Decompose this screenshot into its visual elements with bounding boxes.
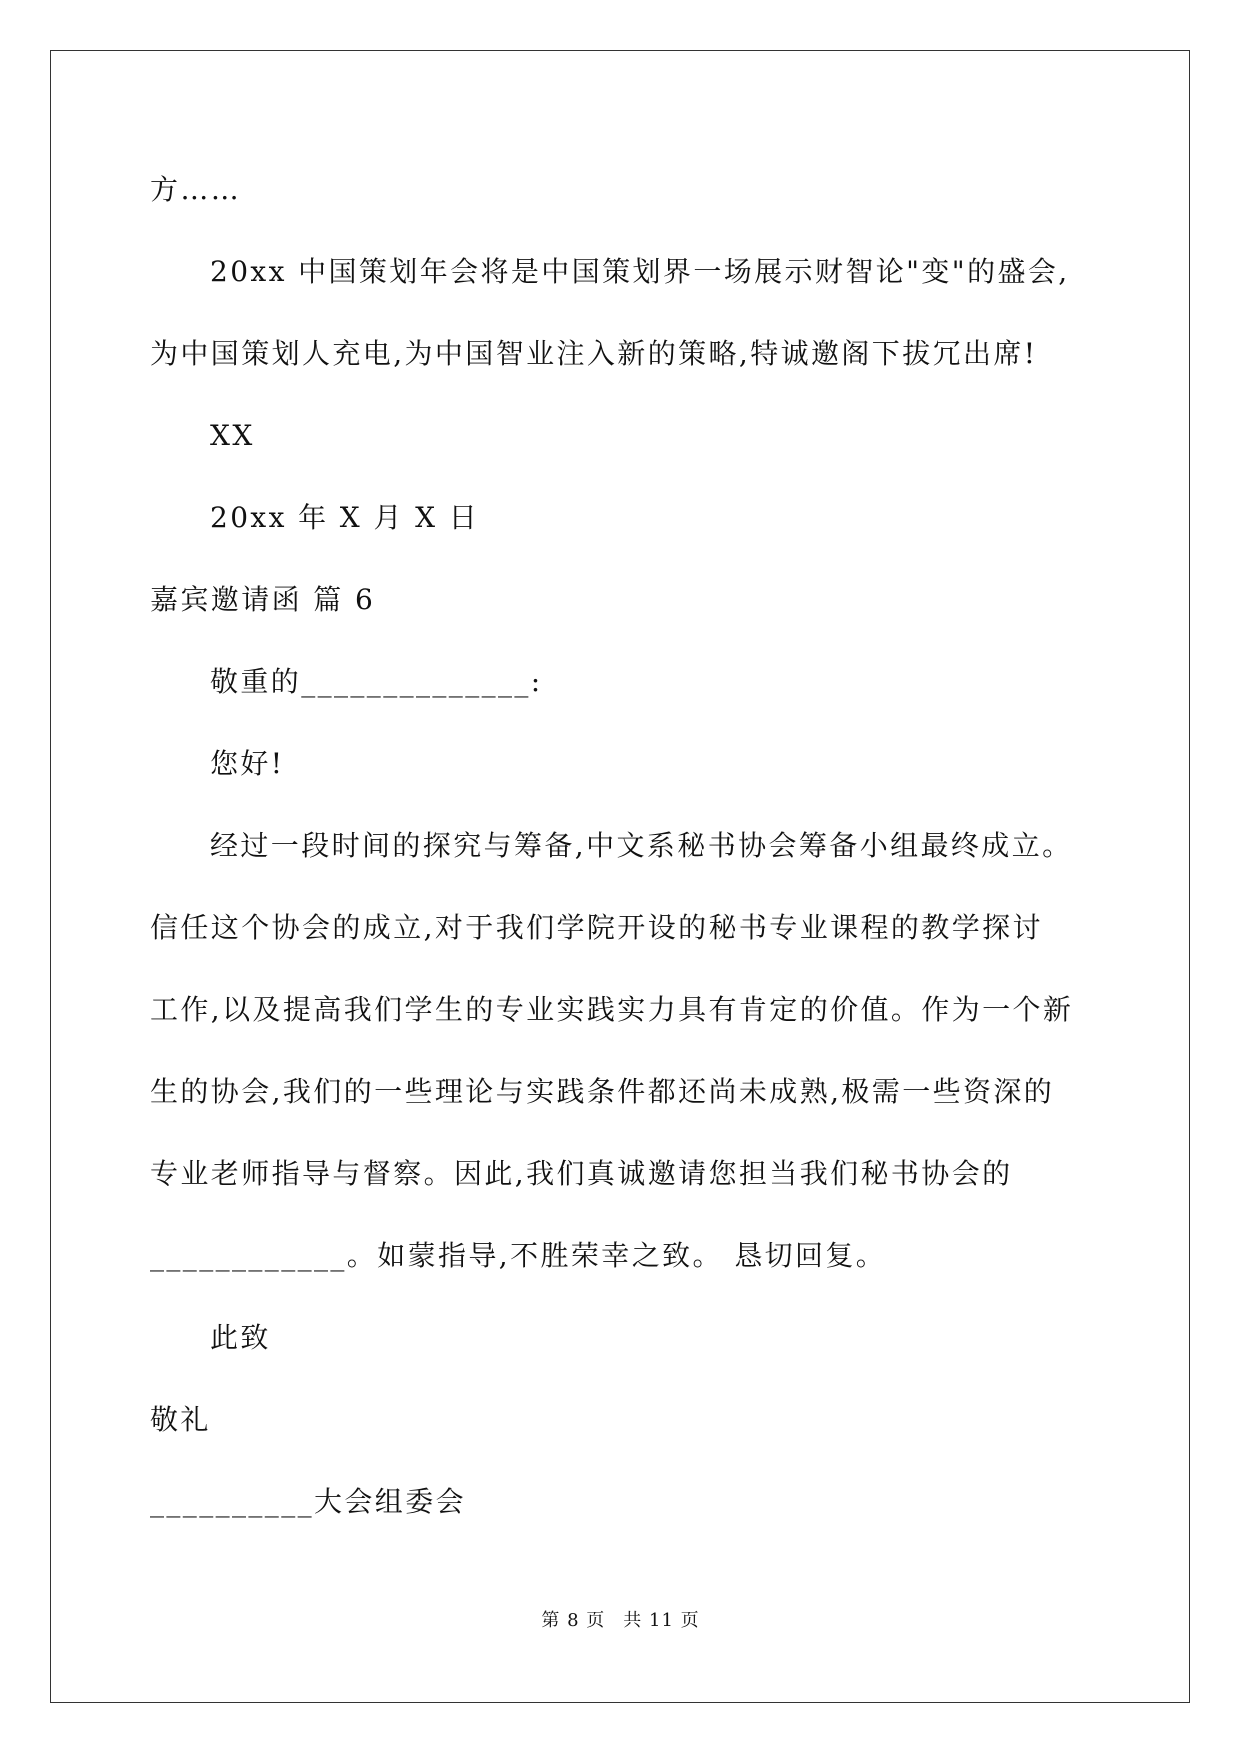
text-line: ____________。如蒙指导,不胜荣幸之致。 恳切回复。	[150, 1239, 887, 1272]
closing-line: 此致	[210, 1321, 271, 1354]
text-line: 为中国策划人充电,为中国智业注入新的策略,特诚邀阁下拔冗出席!	[150, 337, 1038, 370]
text-line: 方……	[150, 173, 242, 206]
greeting: 您好!	[210, 747, 285, 780]
text-line: 生的协会,我们的一些理论与实践条件都还尚未成熟,极需一些资深的	[150, 1075, 1055, 1108]
text-line: 专业老师指导与督察。因此,我们真诚邀请您担当我们秘书协会的	[150, 1157, 1013, 1190]
page-number: 第 8 页	[541, 1610, 606, 1631]
text-line: 经过一段时间的探究与筹备,中文系秘书协会筹备小组最终成立。	[210, 829, 1073, 862]
salutation: 敬重的______________:	[210, 665, 543, 698]
page-border	[50, 50, 1190, 1703]
page-total: 共 11 页	[623, 1610, 700, 1631]
closing-regards: 敬礼	[150, 1403, 211, 1436]
signature-placeholder: XX	[210, 419, 255, 452]
section-heading: 嘉宾邀请函 篇 6	[150, 583, 376, 616]
organizer-signature: __________大会组委会	[150, 1485, 467, 1518]
page-footer	[0, 1609, 1241, 1633]
text-line: 信任这个协会的成立,对于我们学院开设的秘书专业课程的教学探讨	[150, 911, 1043, 944]
text-line: 20xx 中国策划年会将是中国策划界一场展示财智论"变"的盛会,	[210, 255, 1070, 288]
text-line: 工作,以及提高我们学生的专业实践实力具有肯定的价值。作为一个新	[150, 993, 1074, 1026]
date-line: 20xx 年 X 月 X 日	[210, 501, 480, 534]
